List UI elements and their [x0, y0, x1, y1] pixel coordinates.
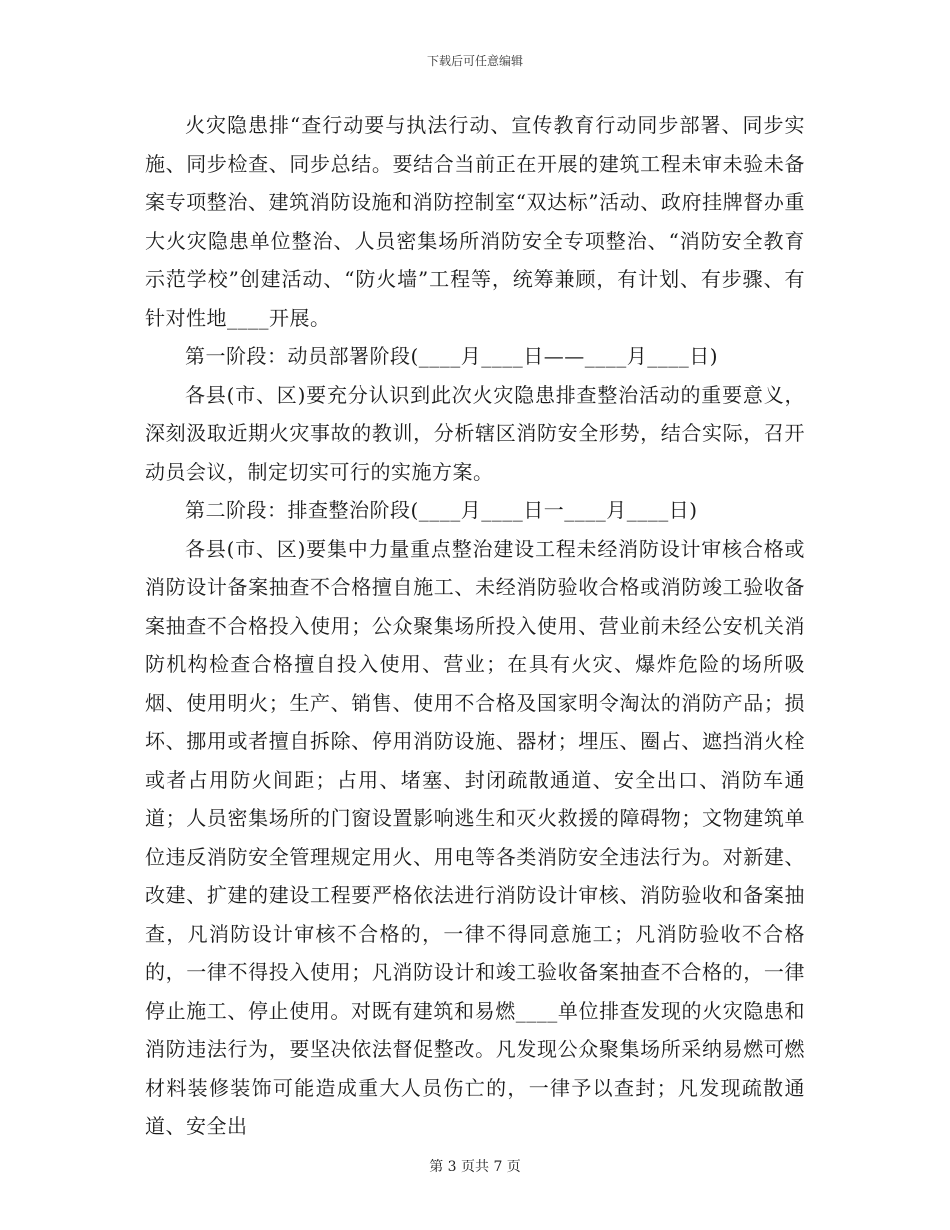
- page-header: 下载后可任意编辑: [426, 54, 523, 68]
- paragraph-fire-hazard-intro: 火灾隐患排“查行动要与执法行动、宣传教育行动同步部署、同步实施、同步检查、同步总结。要结合当前正在开展的建筑工程未审未验未备案专项整治、建筑消防设施和消防控制室“双达标”活动、政府挂牌督办重大火灾隐患单位整治、人员密集场所消防安全专项整治、“消防安全教育示范学校”创建活动、“防火墙”工程等，统筹兼顾，有计划、有步骤、有针对性地____开展。: [145, 113, 805, 330]
- document-body: [145, 106, 805, 1146]
- paragraph-stage-one-body: 各县(市、区)要充分认识到此次火灾隐患排查整治活动的重要意义，深刻汲取近期火灾事故的教训，分析辖区消防安全形势，结合实际，召开动员会议，制定切实可行的实施方案。: [145, 382, 805, 484]
- paragraph-stage-two-heading: 第二阶段：排查整治阶段(____月____日一____月____日): [185, 498, 698, 522]
- paragraph-stage-two-body: 各县(市、区)要集中力量重点整治建设工程未经消防设计审核合格或消防设计备案抽查不合格擅自施工、未经消防验收合格或消防竣工验收备案抽查不合格投入使用；公众聚集场所投入使用、营业前未经公安机关消防机构检查合格擅自投入使用、营业；在具有火灾、爆炸危险的场所吸烟、使用明火；生产、销售、使用不合格及国家明令淘汰的消防产品；损坏、挪用或者擅自拆除、停用消防设施、器材；埋压、圈占、遮挡消火栓或者占用防火间距；占用、堵塞、封闭疏散通道、安全出口、消防车通道；人员密集场所的门窗设置影响逃生和灭火救援的障碍物；文物建筑单位违反消防安全管理规定用火、用电等各类消防安全违法行为。对新建、改建、扩建的建设工程要严格依法进行消防设计审核、消防验收和备案抽查，凡消防设计审核不合格的，一律不得同意施工；凡消防验收不合格的，一律不得投入使用；凡消防设计和竣工验收备案抽查不合格的，一律停止施工、停止使用。对既有建筑和易燃____单位排查发现的火灾隐患和消防违法行为，要坚决依法督促整改。凡发现公众聚集场所采纳易燃可燃材料装修装饰可能造成重大人员伤亡的，一律予以查封；凡发现疏散通道、安全出: [145, 536, 805, 1138]
- page-number: 第 3 页共 7 页: [429, 1159, 521, 1175]
- paragraph-stage-one-heading: 第一阶段：动员部署阶段(____月____日——____月____日): [185, 344, 719, 368]
